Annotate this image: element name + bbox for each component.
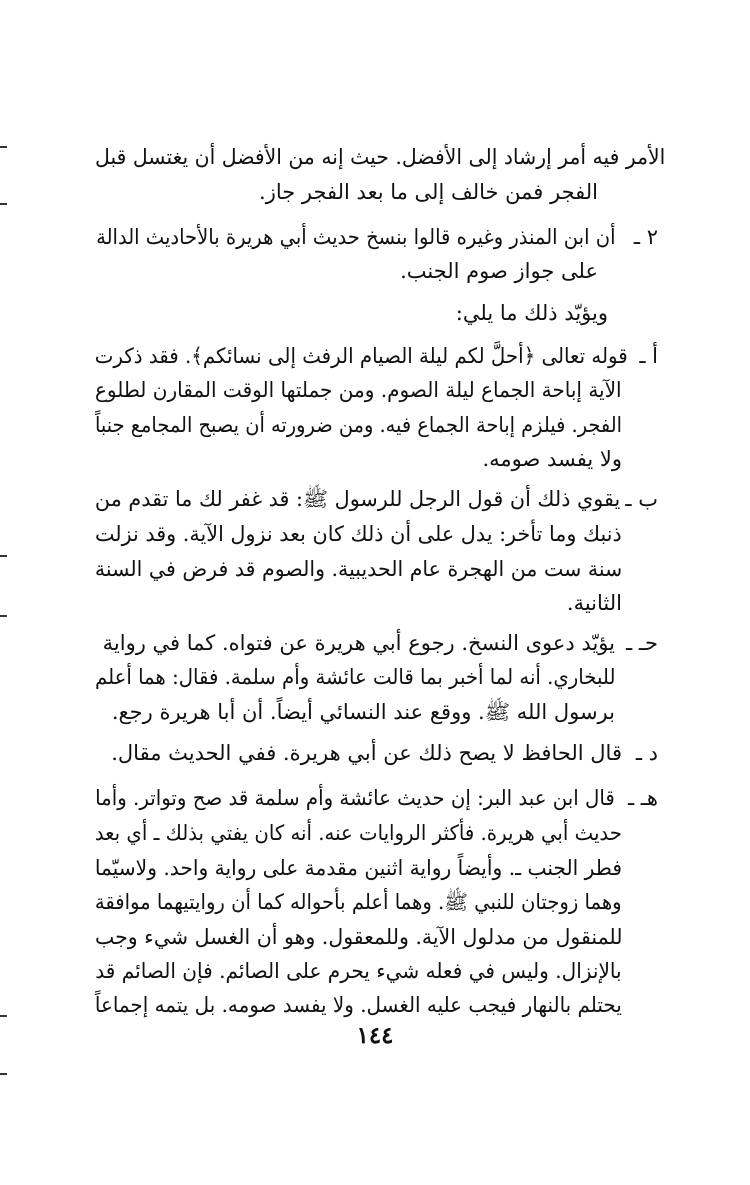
text-line: أن ابن المنذر وغيره قالوا بنسخ حديث أبي هريرة بالأحاديث الدالة [95,225,615,249]
text-line: يحتلم بالنهار فيجب عليه الغسل. ولا يفسد صومه. بل يتمه إجماعاً [95,993,622,1017]
text-line: على جواز صوم الجنب. [400,259,598,283]
text-line: للبخاري. أنه لما أخبر بما قالت عائشة وأم سلمة. فقال: هما أعلم [94,665,615,689]
scan-mark [0,555,7,557]
text-line: فطر الجنب ـ. وأيضاً رواية اثنين مقدمة على رواية واحد. ولاسيّما [94,856,622,880]
scan-mark [0,615,7,617]
scan-mark [0,203,7,205]
text-line: قال ابن عبد البر: إن حديث عائشة وأم سلمة قد صح وتواتر. وأما [95,786,615,810]
text-line: يؤيّد دعوى النسخ. رجوع أبي هريرة عن فتواه. كما في رواية [102,631,615,655]
text-line: الأمر فيه أمر إرشاد إلى الأفضل. حيث إنه من الأفضل أن يغتسل قبل [94,145,665,169]
text-line: يقوي ذلك أن قول الرجل للرسول ﷺ: قد غفر لك ما تقدم من [94,487,620,511]
text-line: قوله تعالى ﴿أحلَّ لكم ليلة الصيام الرفث إلى نسائكم﴾. فقد ذكرت [95,344,628,368]
text-line: الفجر فمن خالف إلى ما بعد الفجر جاز. [259,180,598,204]
text-line: ذنبك وما تأخر: يدل على أن ذلك كان بعد نزول الآية. وقد نزلت [95,522,622,546]
text-line: الفجر. فيلزم إباحة الجماع فيه. ومن ضرورته أن يصبح المجامع جنباً [94,413,622,437]
text-line: قال الحافظ لا يصح ذلك عن أبي هريرة. ففي الحديث مقال. [111,741,622,765]
text-line: سنة ست من الهجرة عام الحديبية. والصوم قد فرض في السنة [94,557,622,581]
list-marker: ب ـ [625,487,658,511]
list-marker: هـ ـ [627,786,658,810]
text-line: الآية إباحة الجماع ليلة الصوم. ومن جملتها الوقت المقارن لطلوع [95,378,622,402]
list-marker: أ ـ [639,344,658,368]
list-marker: د ـ [635,741,658,765]
text-line: ولا يفسد صومه. [482,447,622,471]
list-marker: ٢ ـ [633,225,658,249]
list-marker: حـ ـ [626,631,658,655]
text-line: وهما زوجتان للنبي ﷺ. وهما أعلم بأحواله كما أن روايتيهما موافقة [95,890,622,914]
text-line: برسول الله ﷺ. ووقع عند النسائي أيضاً. أن أبا هريرة رجع. [111,700,615,724]
text-line: الثانية. [566,591,622,615]
text-line: بالإنزال. وليس في فعله شيء يحرم على الصائم. فإن الصائم قد [95,959,622,983]
support-intro: ويؤيّد ذلك ما يلي: [455,301,608,325]
scan-mark [0,146,7,148]
scan-mark [0,1015,7,1017]
scan-mark [0,1073,7,1075]
page-number: ١٤٤ [356,1022,394,1049]
text-line: حديث أبي هريرة. فأكثر الروايات عنه. أنه كان يفتي بذلك ـ أي بعد [94,821,622,845]
text-line: للمنقول من مدلول الآية. وللمعقول. وهو أن الغسل شيء وجب [94,925,622,949]
